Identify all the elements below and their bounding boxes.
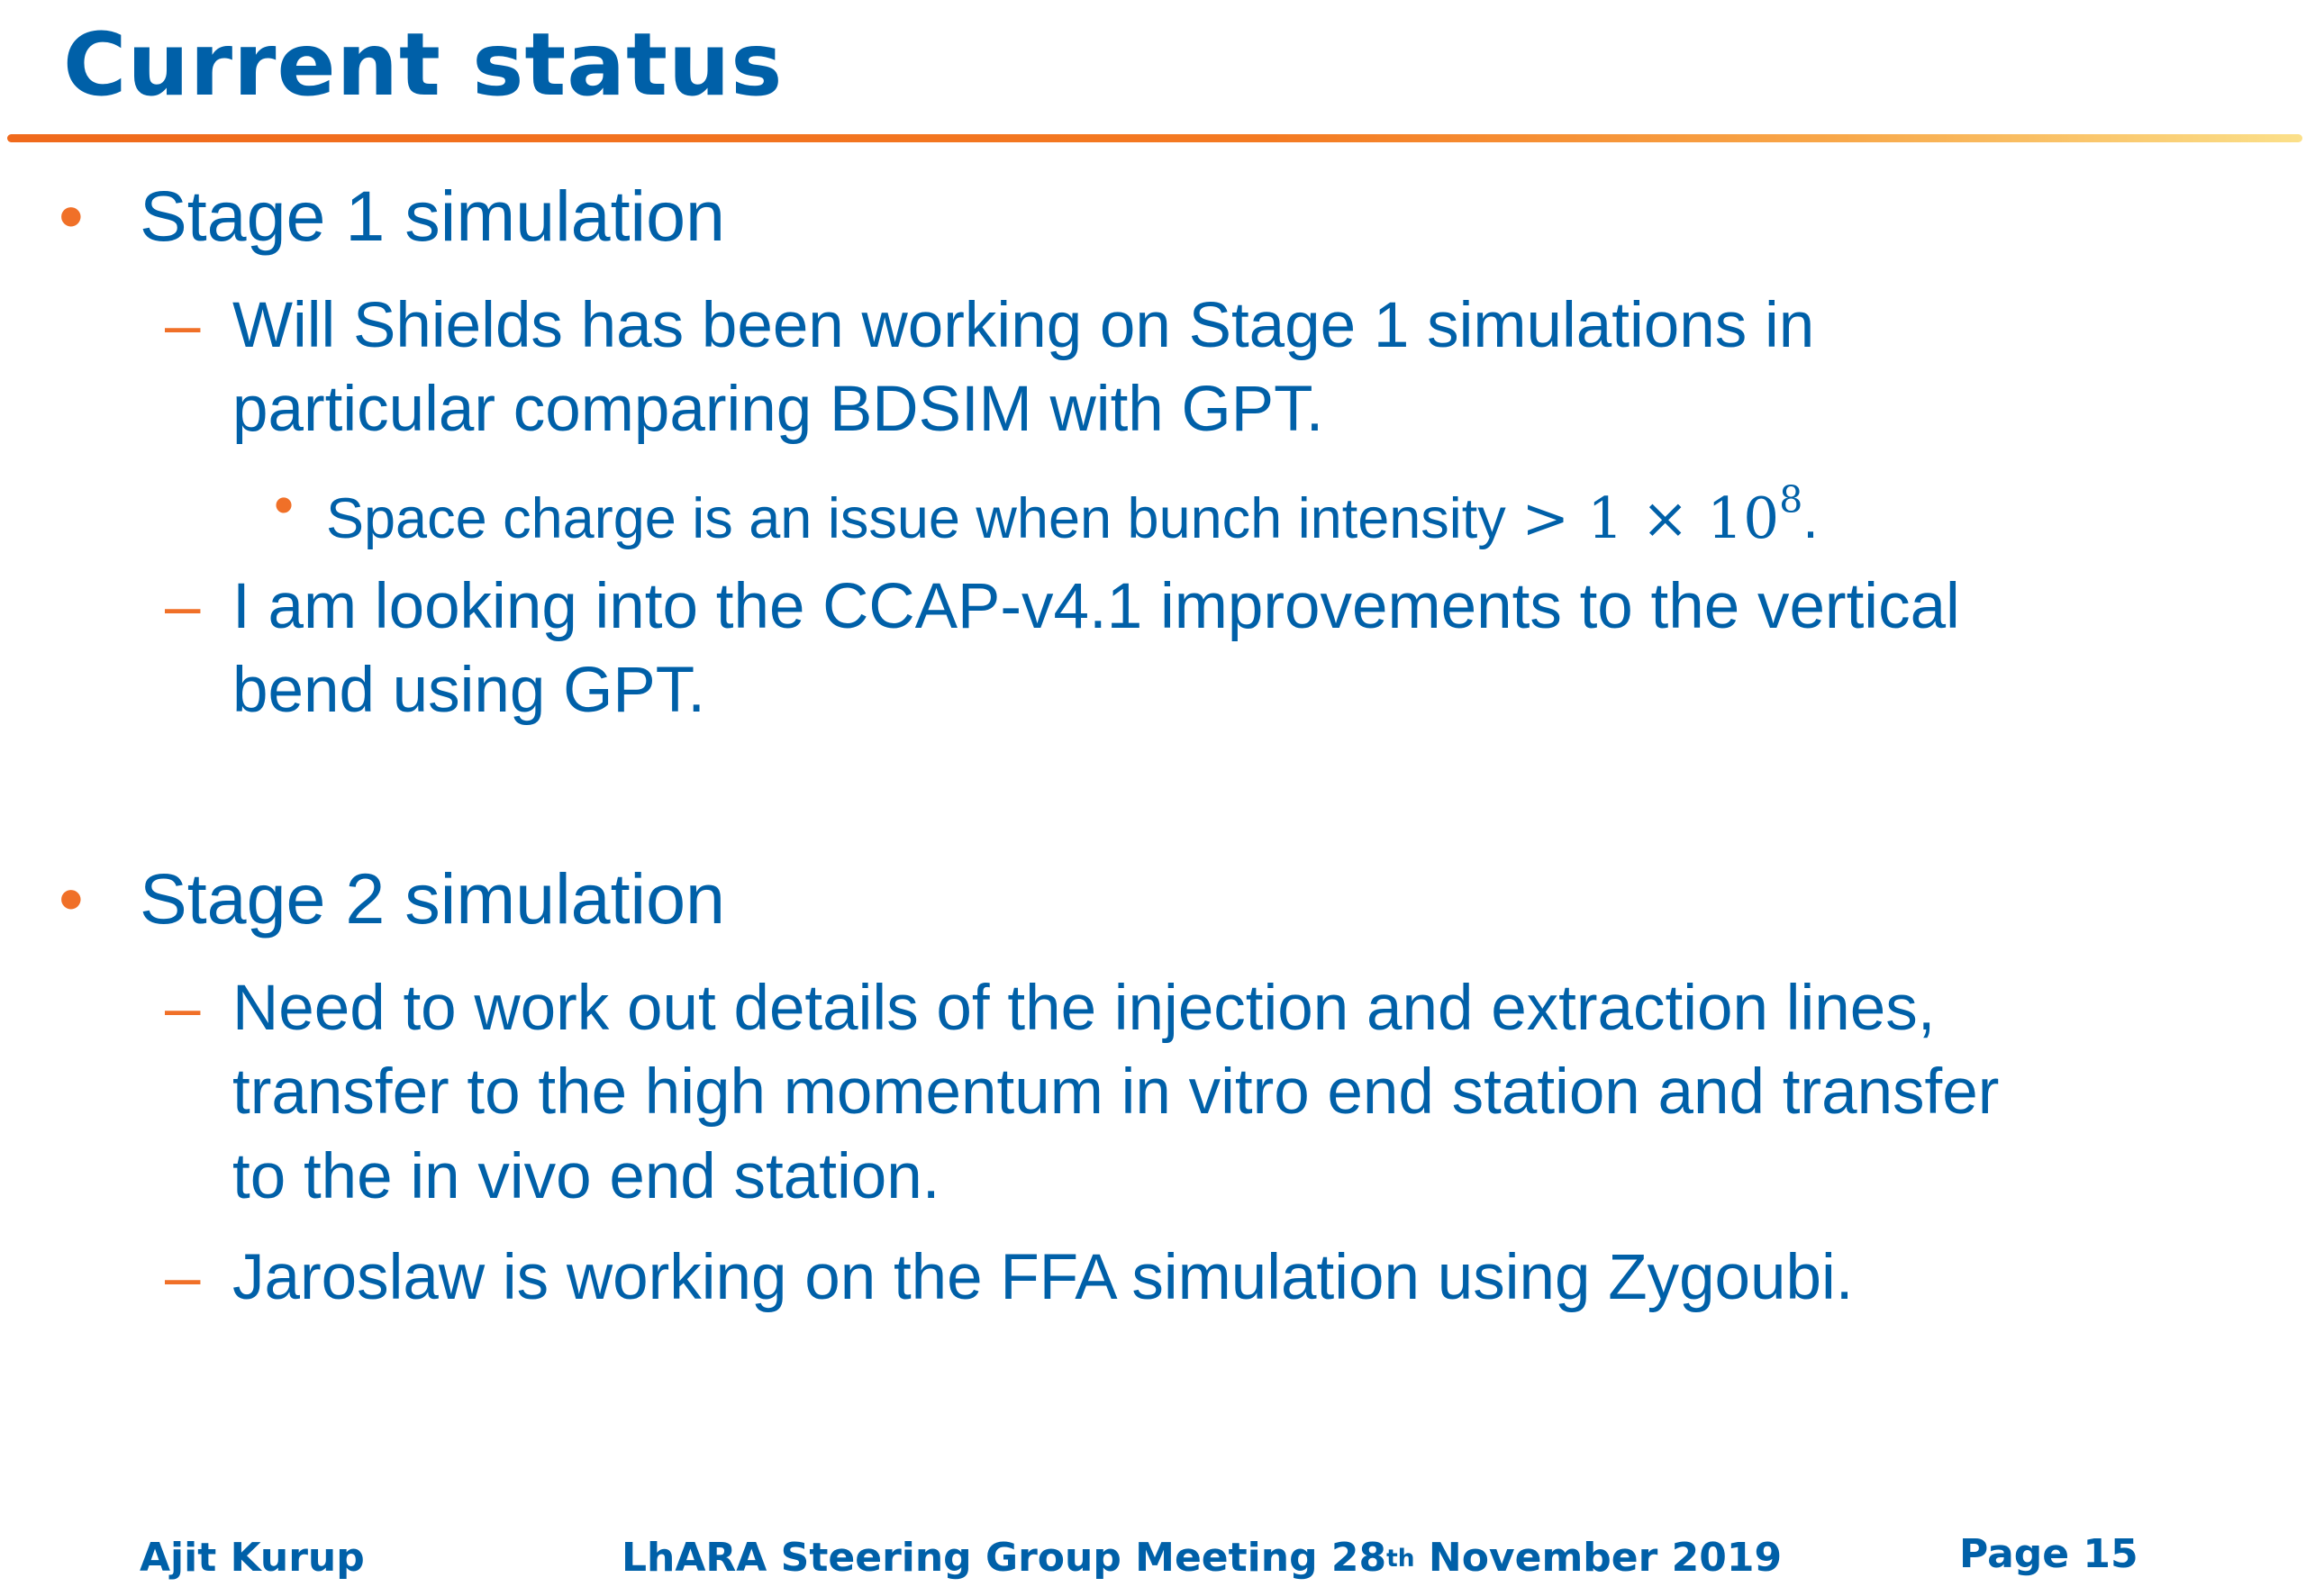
title-underline bbox=[7, 134, 2302, 142]
sub-bullet-line: to the in vivo end station. bbox=[232, 1141, 940, 1212]
dash-marker: – bbox=[165, 571, 201, 642]
footer-meeting-date: November 2019 bbox=[1414, 1535, 1783, 1581]
bullet-marker: • bbox=[59, 858, 84, 939]
footer-meeting-ordinal: th bbox=[1386, 1544, 1415, 1573]
space-charge-end: . bbox=[1802, 487, 1819, 550]
footer-meeting-text: LhARA Steering Group Meeting 28 bbox=[622, 1535, 1387, 1581]
bullet-stage1 bbox=[59, 173, 725, 259]
footer-author: Ajit Kurup bbox=[140, 1535, 365, 1581]
sub-bullet-line: transfer to the high momentum in vitro end station and transfer bbox=[232, 1056, 2000, 1128]
bullet-marker: • bbox=[59, 176, 84, 256]
sub-bullet-ffa bbox=[165, 1236, 1854, 1320]
sub-bullet-ccap-cont bbox=[232, 648, 705, 733]
sub-bullet-injection-cont1 bbox=[232, 1050, 1999, 1135]
sub-sub-bullet-space-charge bbox=[274, 468, 1819, 556]
sub-bullet-stage1-simulations bbox=[165, 284, 1815, 368]
math-base: > 1 × 10 bbox=[1521, 485, 1780, 551]
bullet-stage1-label: Stage 1 simulation bbox=[140, 176, 725, 256]
sub-bullet-line: Will Shields has been working on Stage 1 simulations in bbox=[232, 290, 1815, 361]
sub-bullet-ccap bbox=[165, 565, 1960, 649]
bullet-stage2 bbox=[59, 856, 725, 942]
bullet-marker-small: • bbox=[274, 474, 295, 537]
sub-bullet-line: Need to work out details of the injection and extraction lines, bbox=[232, 973, 1936, 1044]
sub-bullet-line: I am looking into the CCAP-v4.1 improvements to the vertical bbox=[232, 571, 1960, 642]
math-expression bbox=[1521, 477, 1803, 551]
slide-title: Current status bbox=[63, 14, 784, 115]
dash-marker: – bbox=[165, 973, 201, 1044]
space-charge-text: Space charge is an issue when bunch intensity bbox=[326, 487, 1522, 550]
sub-bullet-injection bbox=[165, 966, 1936, 1051]
math-exponent: 8 bbox=[1779, 477, 1803, 521]
sub-bullet-line: bend using GPT. bbox=[232, 655, 705, 726]
sub-bullet-injection-cont2 bbox=[232, 1135, 940, 1220]
footer-page-number: Page 15 bbox=[1959, 1531, 2138, 1577]
dash-marker: – bbox=[165, 1242, 201, 1313]
dash-marker: – bbox=[165, 290, 201, 361]
sub-bullet-line: particular comparing BDSIM with GPT. bbox=[232, 374, 1324, 445]
sub-bullet-stage1-simulations-cont bbox=[232, 367, 1323, 452]
sub-bullet-line: Jaroslaw is working on the FFA simulation using Zygoubi. bbox=[232, 1242, 1854, 1313]
footer-meeting bbox=[622, 1531, 1782, 1591]
bullet-stage2-label: Stage 2 simulation bbox=[140, 858, 725, 939]
